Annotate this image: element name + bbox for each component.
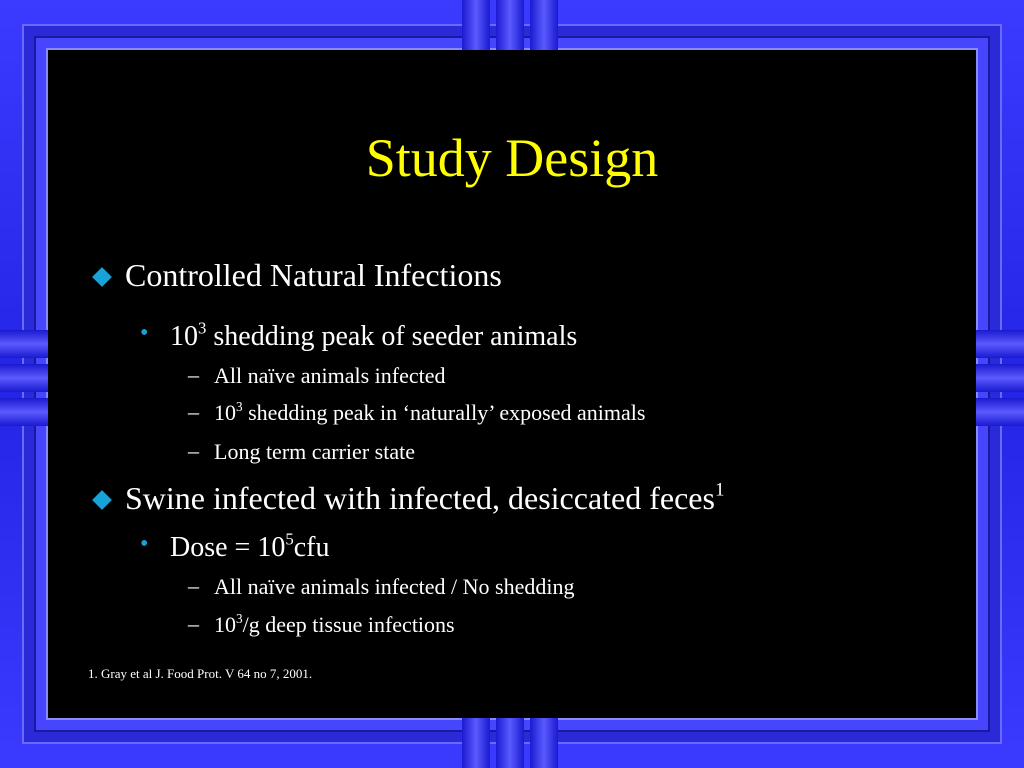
dash-bullet-icon: – — [188, 362, 199, 387]
dash-bullet-icon: – — [188, 611, 199, 636]
item-1-1-1 — [214, 362, 446, 390]
frame-tab-right-2 — [968, 364, 1024, 392]
item-1-1-2-sup: 3 — [236, 398, 243, 414]
dash-bullet-icon: – — [188, 573, 199, 598]
bullet-2-label: Swine infected with infected, desiccated feces — [125, 480, 715, 516]
item-2-1-2-pre: 10 — [214, 612, 236, 637]
bullet-1-text — [125, 256, 502, 294]
frame-tab-top-2 — [496, 0, 524, 56]
sub-bullet-2-1-sup: 5 — [285, 529, 294, 549]
frame-tab-top-1 — [462, 0, 490, 56]
sub-bullet-1-1-sup: 3 — [198, 318, 207, 338]
sub-bullet-1-1-post: shedding peak of seeder animals — [206, 321, 578, 352]
frame-tab-bottom-2 — [496, 712, 524, 768]
bullet-1-label: Controlled Natural Infections — [125, 257, 502, 293]
sub-bullet-1-1 — [170, 320, 577, 354]
item-1-1-3 — [214, 438, 415, 466]
dot-bullet-icon: • — [140, 531, 149, 557]
slide-title: Study Design — [365, 128, 659, 188]
diamond-bullet-icon — [92, 267, 112, 287]
sub-bullet-2-1 — [170, 531, 330, 565]
slide-content — [48, 50, 976, 718]
slide-footnote: 1. Gray et al J. Food Prot. V 64 no 7, 2001. — [88, 666, 313, 681]
item-1-1-1-text: All naïve animals infected — [214, 363, 446, 388]
dot-bullet-icon: • — [140, 320, 149, 346]
item-1-1-2-pre: 10 — [214, 400, 236, 425]
bullet-2-text — [125, 479, 725, 517]
frame-tab-right-3 — [968, 398, 1024, 426]
item-2-1-2 — [214, 611, 455, 639]
item-2-1-2-post: /g deep tissue infections — [242, 612, 455, 637]
bullet-2-footnote-ref: 1 — [714, 479, 725, 501]
frame-tab-bottom-1 — [462, 712, 490, 768]
item-2-1-2-sup: 3 — [236, 610, 243, 626]
sub-bullet-1-1-pre: 10 — [170, 321, 198, 352]
sub-bullet-2-1-pre: Dose = 10 — [170, 532, 286, 563]
dash-bullet-icon: – — [188, 438, 199, 463]
dash-bullet-icon: – — [188, 399, 199, 424]
frame-tab-right-1 — [968, 330, 1024, 358]
item-2-1-1-text: All naïve animals infected / No shedding — [214, 574, 575, 599]
sub-bullet-2-1-post: cfu — [293, 532, 330, 563]
frame-tab-bottom-3 — [530, 712, 558, 768]
diamond-bullet-icon — [92, 490, 112, 510]
item-2-1-1 — [214, 573, 574, 601]
item-1-1-2 — [214, 399, 645, 427]
item-1-1-3-text: Long term carrier state — [214, 439, 415, 464]
frame-tab-top-3 — [530, 0, 558, 56]
item-1-1-2-post: shedding peak in ‘naturally’ exposed animals — [242, 400, 646, 425]
